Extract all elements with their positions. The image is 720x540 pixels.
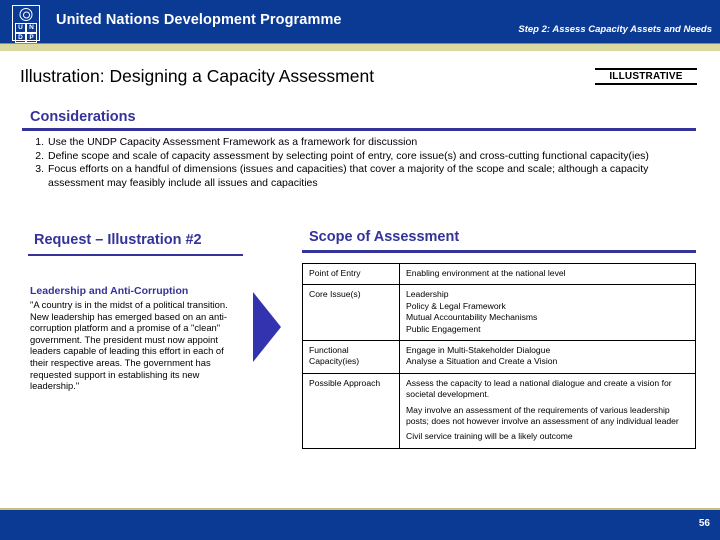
consideration-item — [28, 136, 698, 149]
scope-value-line: Public Engagement — [406, 323, 481, 334]
request-divider — [28, 254, 243, 256]
footer-band — [0, 510, 720, 540]
consideration-text: Focus efforts on a handful of dimensions (issues and capacities) that cover a majority of the scope and scale; although a capacity assessment may feasibly include all issues and capacities — [48, 163, 649, 189]
logo-letter-p: P — [26, 33, 37, 43]
scope-row-label: Point of Entry — [303, 264, 400, 285]
scope-value-line: Assess the capacity to lead a national dialogue and create a vision for societal development. — [406, 377, 672, 400]
scope-divider — [302, 250, 696, 253]
logo-letter-u: U — [15, 23, 26, 33]
table-row — [303, 264, 696, 285]
table-row — [303, 373, 696, 448]
scope-value-line: Analyse a Situation and Create a Vision — [406, 356, 558, 367]
scope-heading: Scope of Assessment — [309, 229, 460, 245]
consideration-text: Define scope and scale of capacity assessment by selecting point of entry, core issue(s) and cross-cutting functional capacity(ies) — [48, 149, 649, 162]
illustrative-badge: ILLUSTRATIVE — [595, 68, 697, 85]
scope-value-line: Civil service training will be a likely outcome — [406, 431, 573, 442]
scope-value-line: Engage in Multi-Stakeholder Dialogue — [406, 345, 551, 356]
undp-logo — [12, 5, 40, 41]
considerations-list — [28, 136, 698, 190]
scope-row-value — [400, 373, 696, 448]
consideration-number: 1. — [35, 136, 44, 148]
scope-table — [302, 263, 696, 449]
table-row — [303, 285, 696, 341]
logo-letter-n: N — [26, 23, 37, 33]
request-heading: Request – Illustration #2 — [34, 232, 202, 248]
scope-row-value — [400, 285, 696, 341]
undp-letter-grid — [15, 23, 37, 40]
consideration-item — [28, 150, 698, 163]
scope-row-value — [400, 264, 696, 285]
scope-value-line: Mutual Accountability Mechanisms — [406, 312, 538, 323]
right-arrow-icon — [253, 292, 281, 362]
scope-row-label: Core Issue(s) — [303, 285, 400, 341]
step-label: Step 2: Assess Capacity Assets and Needs — [518, 24, 712, 35]
organization-title: United Nations Development Programme — [56, 12, 342, 28]
case-study-title: Leadership and Anti-Corruption — [30, 285, 189, 297]
un-emblem-icon — [20, 8, 33, 21]
consideration-number: 2. — [35, 149, 44, 162]
case-study-body: "A country is in the midst of a political transition. New leadership has emerged based on an anti-corruption platform and a promise of a "clean" government. The president must now appoint leaders capable of leading this effort in each of their respective areas. The government has requested support in establishing its new leadership." — [30, 299, 228, 392]
scope-value-line: Enabling environment at the national level — [406, 268, 566, 278]
scope-value-line: May involve an assessment of the requirements of various leadership posts; does not however involve an assessment of any individual leader — [406, 404, 679, 427]
header-gold-stripe — [0, 44, 720, 51]
scope-value-line: Policy & Legal Framework — [406, 300, 506, 311]
scope-row-value — [400, 341, 696, 374]
consideration-number: 3. — [35, 163, 44, 176]
scope-row-label: Possible Approach — [303, 373, 400, 448]
scope-value-line: Leadership — [406, 289, 449, 300]
page-number: 56 — [698, 518, 710, 529]
logo-letter-d: D — [15, 33, 26, 43]
table-row — [303, 341, 696, 374]
considerations-divider — [22, 128, 696, 131]
consideration-text: Use the UNDP Capacity Assessment Framework as a framework for discussion — [48, 136, 418, 148]
page-title: Illustration: Designing a Capacity Assessment — [20, 66, 375, 86]
consideration-item — [28, 163, 698, 189]
considerations-heading: Considerations — [30, 109, 136, 125]
scope-row-label: Functional Capacity(ies) — [303, 341, 400, 374]
